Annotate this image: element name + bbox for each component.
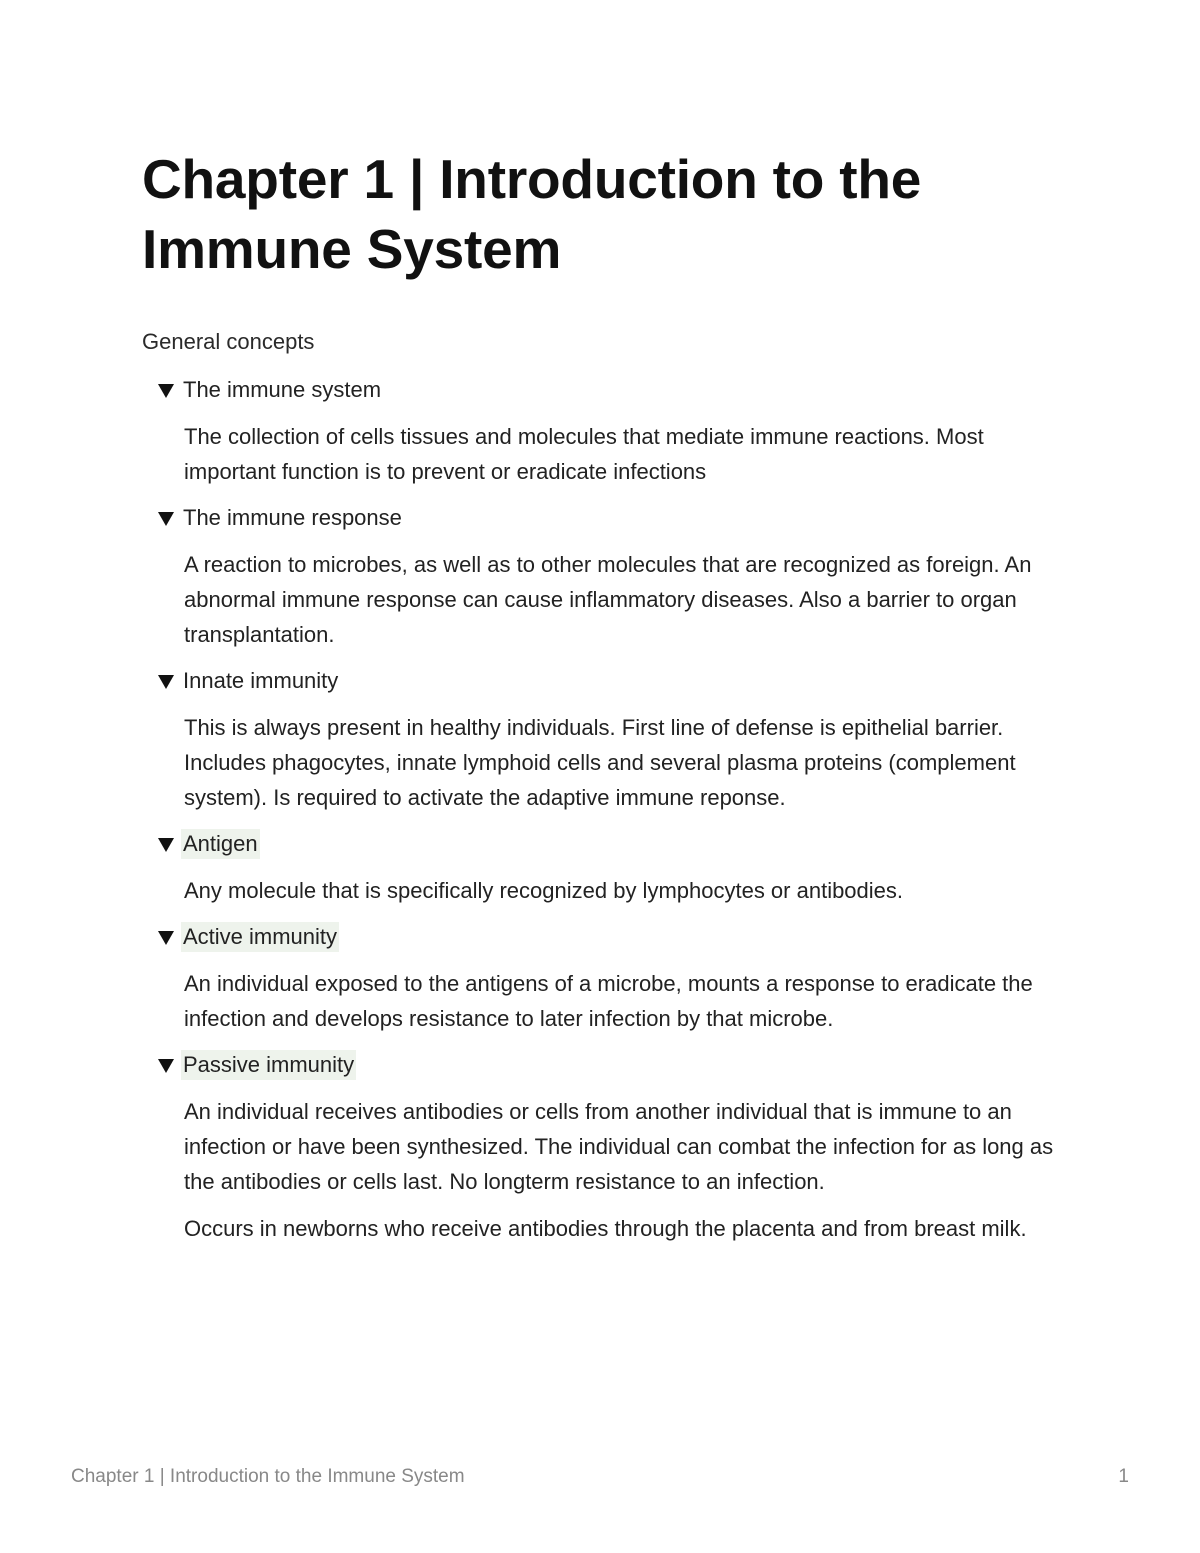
toggle-passive-immunity	[142, 1048, 1072, 1246]
triangle-down-icon[interactable]	[158, 512, 174, 526]
paragraph: A reaction to microbes, as well as to other molecules that are recognized as foreign. An abnormal immune response can cause inflammatory diseases. Also a barrier to organ transplantation.	[184, 552, 1032, 647]
toggle-header[interactable]	[158, 501, 1072, 535]
toggle-header[interactable]	[158, 373, 1072, 407]
toggle-list	[142, 373, 1072, 1246]
section-label: General concepts	[142, 329, 315, 354]
page-title: Chapter 1 | Introduction to the Immune System	[142, 148, 922, 280]
triangle-down-icon[interactable]	[158, 384, 174, 398]
toggle-header[interactable]	[158, 827, 1072, 861]
paragraph: Occurs in newborns who receive antibodies through the placenta and from breast milk.	[184, 1216, 1027, 1241]
toggle-body	[184, 419, 1072, 489]
toggle-header[interactable]	[158, 664, 1072, 698]
page-content	[142, 144, 1072, 1258]
toggle-header[interactable]	[158, 920, 1072, 954]
toggle-body	[184, 547, 1072, 652]
toggle-title: The immune system	[183, 377, 382, 402]
triangle-down-icon[interactable]	[158, 838, 174, 852]
toggle-innate-immunity	[142, 664, 1072, 815]
toggle-title: The immune response	[183, 505, 402, 530]
toggle-body	[184, 1094, 1072, 1246]
footer-title: Chapter 1 | Introduction to the Immune System	[71, 1466, 465, 1487]
toggle-body	[184, 966, 1072, 1036]
paragraph: The collection of cells tissues and molecules that mediate immune reactions. Most important function is to prevent or eradicate infections	[184, 424, 984, 484]
toggle-title: Innate immunity	[183, 668, 339, 693]
paragraph: Any molecule that is specifically recognized by lymphocytes or antibodies.	[184, 878, 904, 903]
triangle-down-icon[interactable]	[158, 1059, 174, 1073]
paragraph: An individual exposed to the antigens of a microbe, mounts a response to eradicate the infection and develops resistance to later infection by that microbe.	[184, 971, 1033, 1031]
toggle-title: Passive immunity	[181, 1050, 356, 1080]
toggle-header[interactable]	[158, 1048, 1072, 1082]
toggle-antigen	[142, 827, 1072, 908]
paragraph: An individual receives antibodies or cells from another individual that is immune to an infection or have been synthesized. The individual can combat the infection for as long as the antibodies or cells last. No longterm resistance to an infection.	[184, 1099, 1054, 1194]
triangle-down-icon[interactable]	[158, 675, 174, 689]
toggle-title: Antigen	[181, 829, 260, 859]
toggle-title: Active immunity	[181, 922, 339, 952]
toggle-body	[184, 710, 1072, 815]
toggle-active-immunity	[142, 920, 1072, 1036]
paragraph: This is always present in healthy individuals. First line of defense is epithelial barrier. Includes phagocytes, innate lymphoid cells and several plasma proteins (complement system). Is required to activate the adaptive immune reponse.	[184, 715, 1016, 810]
toggle-the-immune-response	[142, 501, 1072, 652]
toggle-the-immune-system	[142, 373, 1072, 489]
toggle-body	[184, 873, 1072, 908]
footer-page-number: 1	[1118, 1466, 1129, 1487]
triangle-down-icon[interactable]	[158, 931, 174, 945]
